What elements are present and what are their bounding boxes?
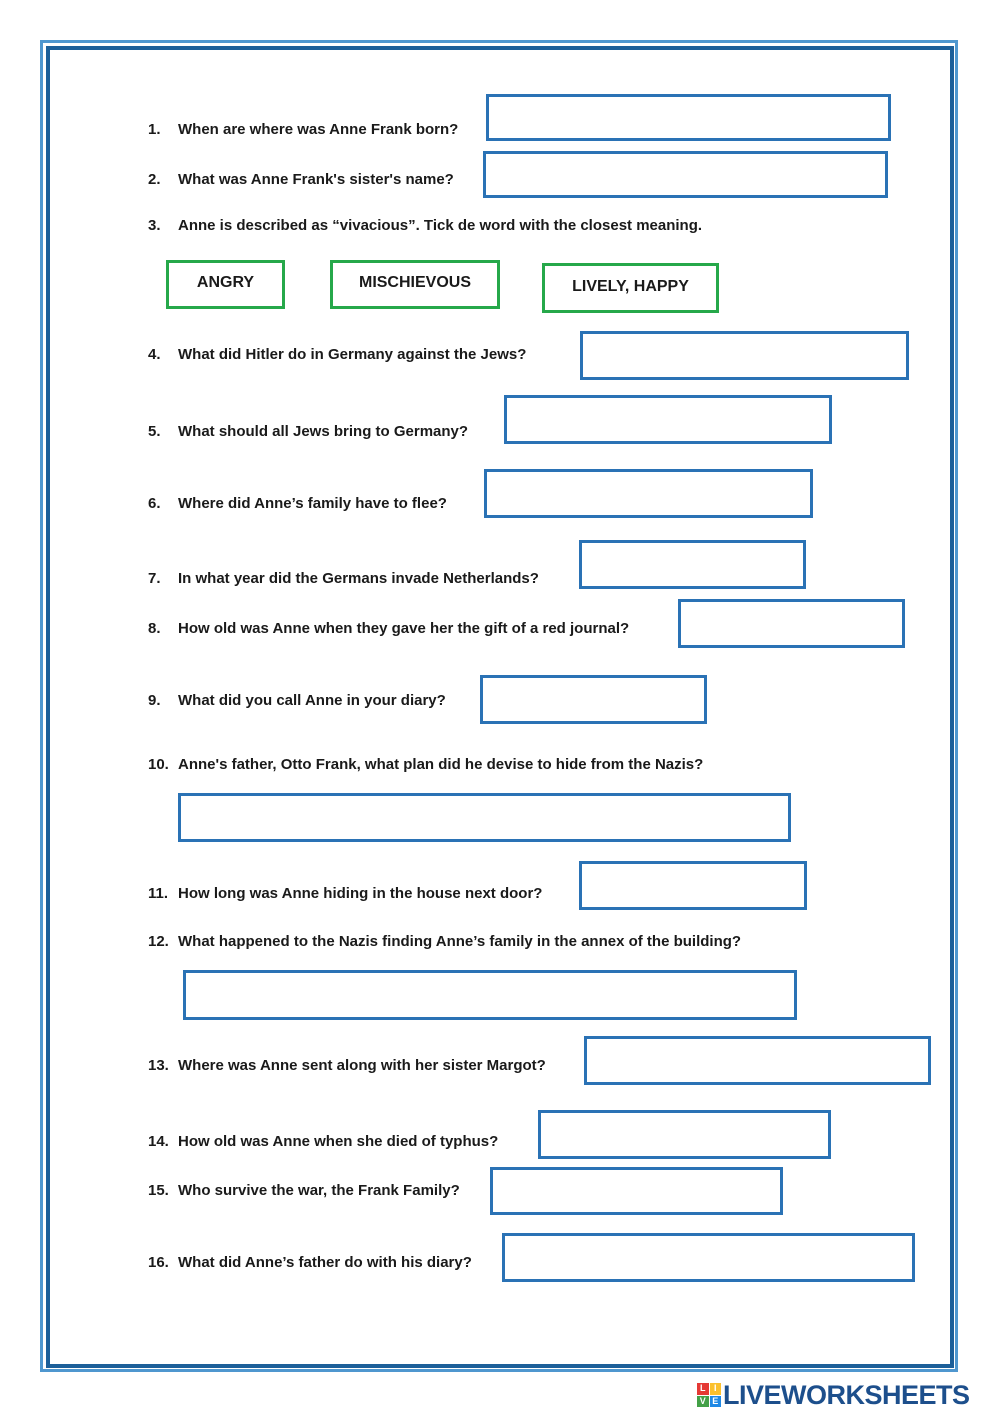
- question-number: 4.: [148, 346, 161, 363]
- logo-mark-icon: [697, 1383, 721, 1407]
- question-number: 16.: [148, 1254, 169, 1271]
- question-5: [148, 423, 468, 441]
- question-text: How old was Anne when they gave her the gift of a red journal?: [178, 620, 630, 637]
- question-1: [148, 121, 458, 139]
- question-number: 13.: [148, 1057, 169, 1074]
- answer-box-2[interactable]: [483, 151, 888, 198]
- option-angry[interactable]: ANGRY: [166, 260, 285, 309]
- question-number: 3.: [148, 217, 161, 234]
- logo-mark-letter: V: [697, 1396, 709, 1408]
- question-16: [148, 1254, 472, 1272]
- question-number: 1.: [148, 121, 161, 138]
- question-6: [148, 495, 447, 513]
- option-lively-happy[interactable]: LIVELY, HAPPY: [542, 263, 719, 313]
- question-9: [148, 692, 446, 710]
- question-text: What did Anne’s father do with his diary?: [178, 1254, 472, 1271]
- question-text: Where did Anne’s family have to flee?: [178, 495, 447, 512]
- answer-box-4[interactable]: [580, 331, 909, 380]
- question-text: What happened to the Nazis finding Anne’s family in the annex of the building?: [178, 933, 742, 950]
- question-text: How long was Anne hiding in the house next door?: [178, 885, 543, 902]
- question-text: Anne is described as “vivacious”. Tick de word with the closest meaning.: [178, 217, 703, 234]
- liveworksheets-logo[interactable]: [697, 1380, 970, 1410]
- question-number: 10.: [148, 756, 169, 773]
- logo-mark-letter: I: [710, 1383, 722, 1395]
- question-text: What should all Jews bring to Germany?: [178, 423, 469, 440]
- answer-box-11[interactable]: [579, 861, 807, 910]
- answer-box-10[interactable]: [178, 793, 791, 842]
- answer-box-8[interactable]: [678, 599, 905, 648]
- question-number: 8.: [148, 620, 161, 637]
- question-10: [148, 756, 703, 774]
- logo-text: LIVEWORKSHEETS: [723, 1379, 970, 1410]
- question-13: [148, 1057, 546, 1075]
- question-number: 14.: [148, 1133, 169, 1150]
- answer-box-5[interactable]: [504, 395, 832, 444]
- question-number: 15.: [148, 1182, 169, 1199]
- question-2: [148, 171, 454, 189]
- question-14: [148, 1133, 498, 1151]
- answer-box-1[interactable]: [486, 94, 891, 141]
- logo-mark-letter: L: [697, 1383, 709, 1395]
- question-number: 5.: [148, 423, 161, 440]
- answer-box-12[interactable]: [183, 970, 797, 1020]
- question-8: [148, 620, 629, 638]
- question-number: 9.: [148, 692, 161, 709]
- question-text: What did Hitler do in Germany against the Jews?: [178, 346, 527, 363]
- answer-box-7[interactable]: [579, 540, 806, 589]
- question-number: 11.: [148, 885, 169, 902]
- answer-box-15[interactable]: [490, 1167, 783, 1215]
- answer-box-6[interactable]: [484, 469, 813, 518]
- question-15: [148, 1182, 460, 1200]
- question-text: Anne's father, Otto Frank, what plan did he devise to hide from the Nazis?: [178, 756, 704, 773]
- question-text: What did you call Anne in your diary?: [178, 692, 446, 709]
- question-11: [148, 885, 542, 903]
- question-4: [148, 346, 526, 364]
- question-text: In what year did the Germans invade Netherlands?: [178, 570, 539, 587]
- answer-box-13[interactable]: [584, 1036, 931, 1085]
- question-number: 7.: [148, 570, 161, 587]
- answer-box-16[interactable]: [502, 1233, 915, 1282]
- question-text: When are where was Anne Frank born?: [178, 121, 459, 138]
- question-text: What was Anne Frank's sister's name?: [178, 171, 454, 188]
- question-text: Who survive the war, the Frank Family?: [178, 1182, 460, 1199]
- logo-mark-letter: E: [710, 1396, 722, 1408]
- question-number: 6.: [148, 495, 161, 512]
- option-mischievous[interactable]: MISCHIEVOUS: [330, 260, 500, 309]
- question-text: Where was Anne sent along with her sister Margot?: [178, 1057, 546, 1074]
- answer-box-14[interactable]: [538, 1110, 831, 1159]
- question-text: How old was Anne when she died of typhus?: [178, 1133, 499, 1150]
- question-number: 2.: [148, 171, 161, 188]
- answer-box-9[interactable]: [480, 675, 707, 724]
- question-3: [148, 217, 702, 235]
- question-number: 12.: [148, 933, 169, 950]
- question-12: [148, 933, 741, 951]
- question-7: [148, 570, 539, 588]
